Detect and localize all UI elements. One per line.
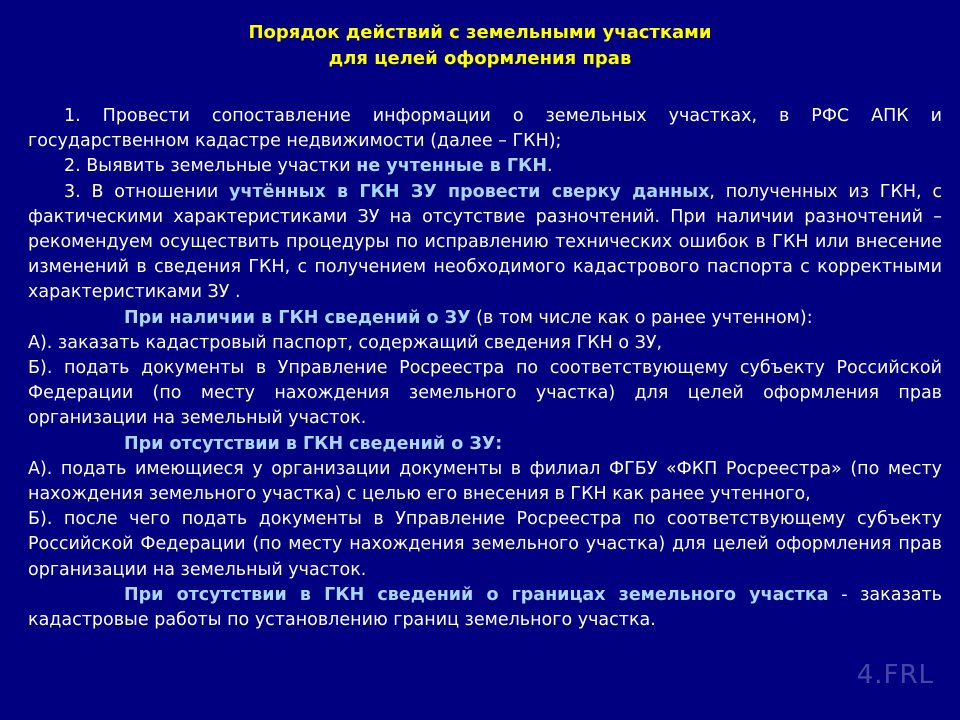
- step-1: 1. Провести сопоставление информации о земельных участках, в РФС АПК и государственном кадастре недвижимости (далее – ГКН);: [28, 106, 942, 152]
- section-3-text: - заказать кадастровые работы по установлению границ земельного участка.: [28, 584, 942, 631]
- step-2-text: 2. Выявить земельные участки: [64, 156, 357, 177]
- step-3-rest: , полученных из ГКН, с фактическими характеристиками ЗУ на отсутствие разночтений. При наличии разночтений – рекомендуем осуществить процедуры по исправлению технических ошибок в ГКН или внесение изменений в сведения ГКН, с получением необходимого кадастрового паспорта с корректными характеристиками ЗУ .: [28, 181, 942, 303]
- section-2-heading: [28, 432, 942, 457]
- section-1-item-a: А). заказать кадастровый паспорт, содержащий сведения ГКН о ЗУ,: [28, 332, 663, 353]
- section-3-heading-highlight: При отсутствии в ГКН сведений о границах земельного участка: [124, 584, 829, 605]
- step-2-end: .: [546, 156, 553, 177]
- section-1-heading: [28, 306, 942, 331]
- step-3-highlight: учтённых в ГКН ЗУ провести сверку данных: [229, 181, 710, 202]
- step-3-text: 3. В отношении: [64, 181, 230, 202]
- watermark: 4.FRL: [856, 660, 934, 690]
- title-line-1: Порядок действий с земельными участками: [248, 22, 712, 43]
- section-1-heading-highlight: При наличии в ГКН сведений о ЗУ: [124, 307, 471, 328]
- slide-title: [0, 20, 960, 72]
- step-2: [28, 154, 942, 179]
- title-line-2: для целей оформления прав: [328, 48, 632, 69]
- section-2-item-a: А). подать имеющиеся у организации документы в филиал ФГБУ «ФКП Росреестра» (по месту нахождения земельного участка) с целью его внесения в ГКН как ранее учтенного,: [28, 458, 942, 505]
- section-2-item-b: Б). после чего подать документы в Управление Росреестра по соответствующему субъекту Российской Федерации (по месту нахождения земельного участка) для целей оформления прав организации на земельный участок.: [28, 509, 942, 580]
- section-1-heading-tail: (в том числе как о ранее учтенном):: [470, 307, 813, 328]
- section-1-item-b: Б). подать документы в Управление Росреестра по соответствующему субъекту Российской Федерации (по месту нахождения земельного участка) для целей оформления прав организации на земельный участок.: [28, 358, 942, 429]
- section-3: [28, 583, 942, 633]
- step-2-highlight: не учтенные в ГКН: [356, 156, 547, 177]
- slide-body: [28, 104, 942, 633]
- section-2-heading-highlight: При отсутствии в ГКН сведений о ЗУ:: [124, 433, 503, 454]
- step-3: [28, 180, 942, 306]
